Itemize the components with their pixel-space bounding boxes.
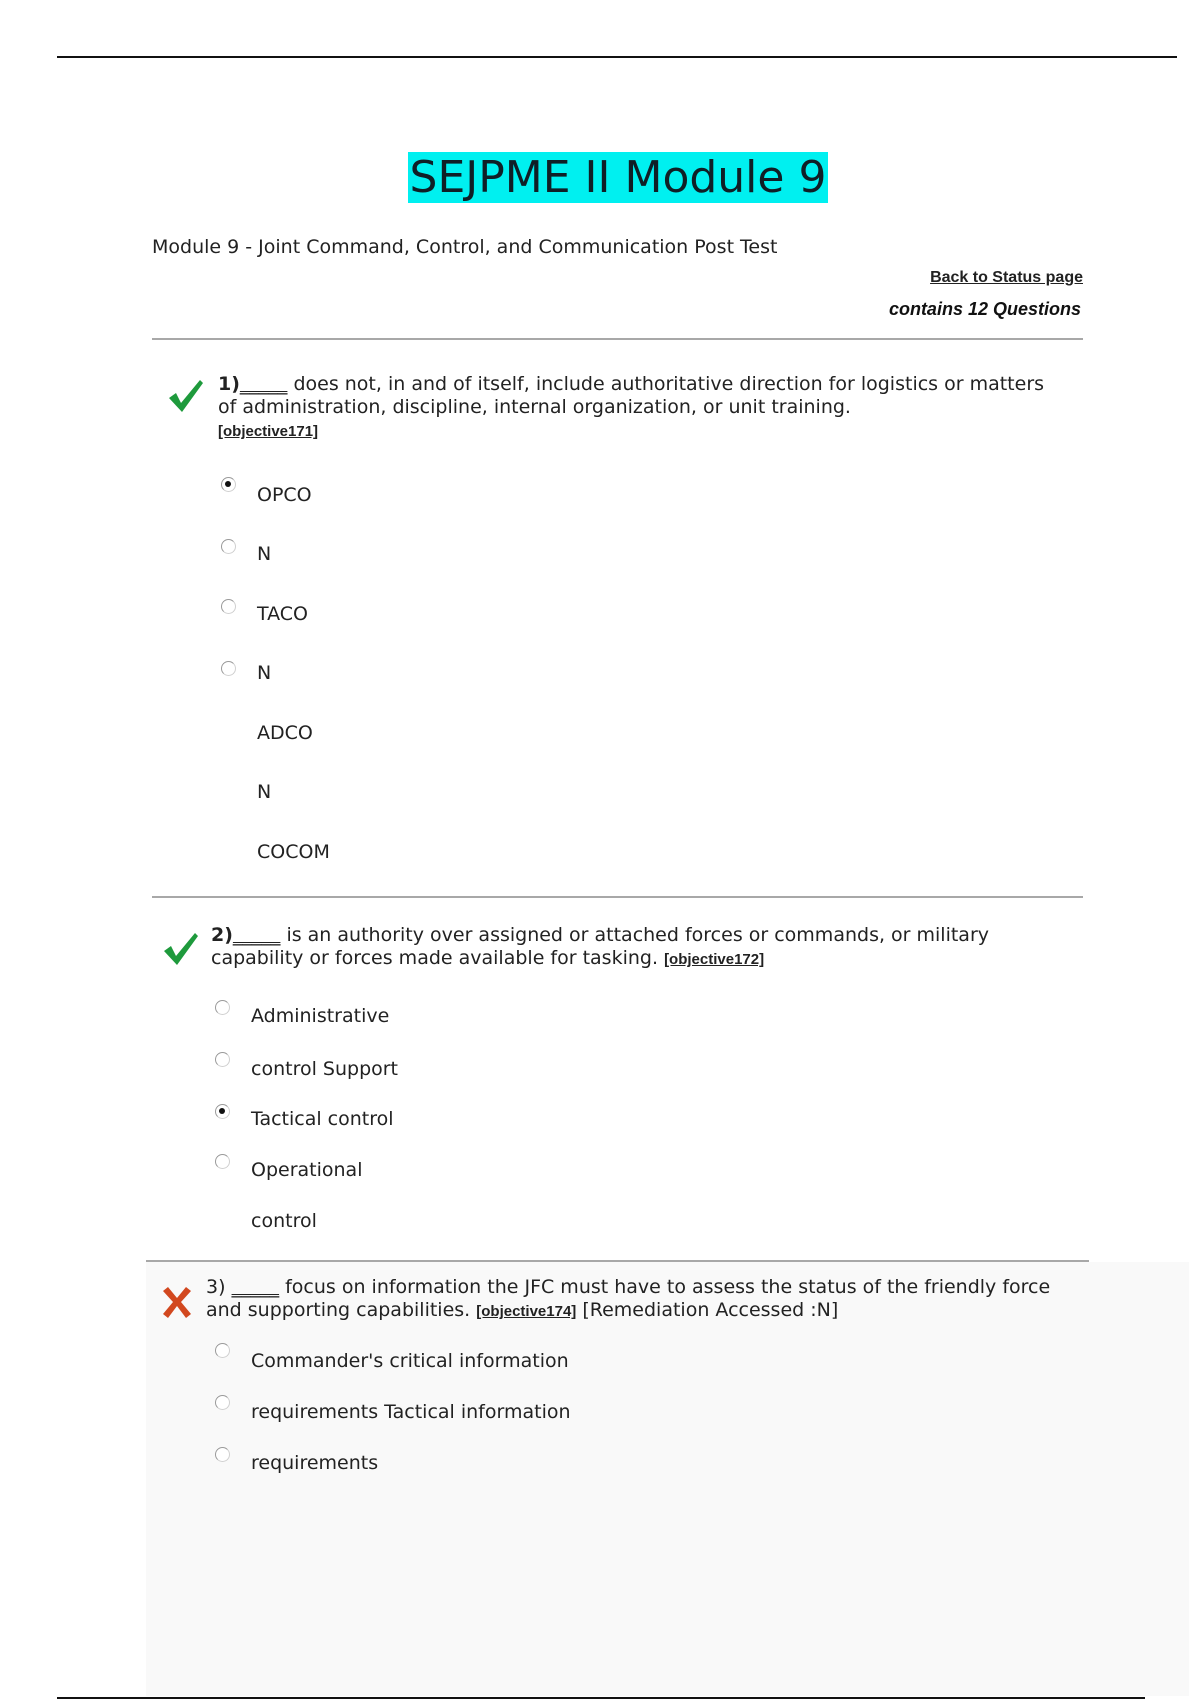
- question-2-number: 2): [211, 924, 233, 946]
- question-1-body: does not, in and of itself, include authoritative direction for logistics or matters of administration, discipline, internal organization, or unit training.: [218, 373, 1045, 418]
- objective-171-link[interactable]: [objective171]: [218, 423, 319, 440]
- q3-radio-1[interactable]: [215, 1343, 230, 1358]
- question-1-number: 1): [218, 373, 240, 395]
- q3-radio-3[interactable]: [215, 1447, 230, 1462]
- q2-extra-line-1: control: [251, 1210, 317, 1232]
- q1-radio-2[interactable]: [221, 539, 236, 554]
- q2-radio-2[interactable]: [215, 1052, 230, 1067]
- checkmark-icon: [161, 929, 201, 969]
- q1-extra-line-2: N: [257, 781, 272, 803]
- q1-option-1: OPCO: [257, 484, 312, 506]
- q3-option-2: requirements Tactical information: [251, 1401, 571, 1423]
- q2-radio-4[interactable]: [215, 1154, 230, 1169]
- question-1-text: [218, 373, 1068, 443]
- q2-option-1: Administrative: [251, 1005, 390, 1027]
- bottom-rule: [57, 1697, 1145, 1699]
- test-subtitle: Module 9 - Joint Command, Control, and Communication Post Test: [152, 236, 778, 258]
- q1-extra-line-1: ADCO: [257, 722, 313, 744]
- objective-172-link[interactable]: [objective172]: [664, 951, 765, 968]
- q3-radio-2[interactable]: [215, 1395, 230, 1410]
- q3-option-3: requirements: [251, 1452, 379, 1474]
- divider: [152, 896, 1083, 898]
- q1-option-4: N: [257, 662, 272, 684]
- question-2-body: is an authority over assigned or attached forces or commands, or military capability or forces made available for tasking.: [211, 924, 990, 969]
- question-2-text: [211, 924, 1071, 971]
- q2-option-2: control Support: [251, 1058, 399, 1080]
- q3-option-1: Commander's critical information: [251, 1350, 569, 1372]
- cross-icon: [157, 1283, 197, 1323]
- top-rule: [57, 56, 1177, 58]
- q1-radio-4[interactable]: [221, 661, 236, 676]
- question-3-text: [206, 1276, 1076, 1323]
- question-3-number: 3): [206, 1276, 226, 1298]
- question-3-body: focus on information the JFC must have to assess the status of the friendly force and supporting capabilities.: [206, 1276, 1051, 1321]
- q1-option-3: TACO: [257, 603, 309, 625]
- question-2-blank: _____: [232, 924, 281, 946]
- q2-option-4: Operational: [251, 1159, 363, 1181]
- remediation-status: [Remediation Accessed :N]: [576, 1299, 839, 1321]
- document-title: SEJPME II Module 9: [409, 152, 827, 203]
- question-count: contains 12 Questions: [888, 299, 1081, 319]
- question-1-blank: _____: [239, 373, 288, 395]
- question-3-blank: _____: [231, 1276, 280, 1298]
- q2-radio-1[interactable]: [215, 1000, 230, 1015]
- q1-extra-line-3: COCOM: [257, 841, 330, 863]
- q2-radio-3[interactable]: [215, 1104, 230, 1119]
- question-3-panel: [146, 1262, 1189, 1696]
- q1-radio-3[interactable]: [221, 599, 236, 614]
- divider: [152, 338, 1083, 340]
- back-to-status-link[interactable]: Back to Status page: [930, 269, 1083, 286]
- checkmark-icon: [166, 376, 206, 416]
- q1-option-2: N: [257, 543, 272, 565]
- objective-174-link[interactable]: [objective174]: [476, 1303, 577, 1320]
- q2-option-3: Tactical control: [251, 1108, 394, 1130]
- q1-radio-1[interactable]: [221, 477, 236, 492]
